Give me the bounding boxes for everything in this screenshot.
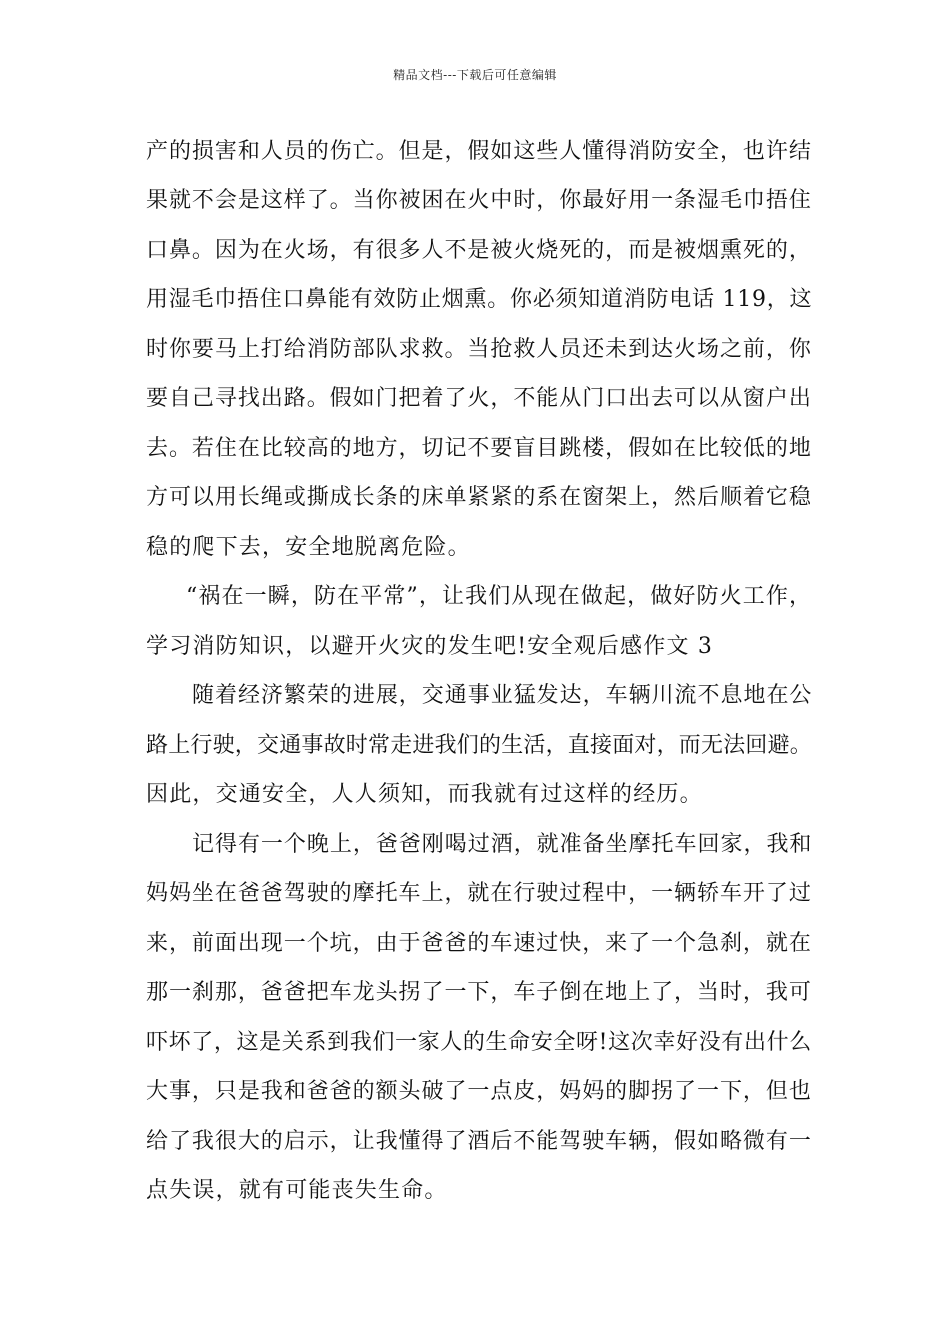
text-line: 大事，只是我和爸爸的额头破了一点皮，妈妈的脚拐了一下，但也 <box>146 1079 812 1104</box>
text-line: 那一刹那，爸爸把车龙头拐了一下，车子倒在地上了，当时，我可 <box>146 980 812 1005</box>
text-line: 方可以用长绳或撕成长条的床单紧紧的系在窗架上，然后顺着它稳 <box>146 485 812 510</box>
text-line: 要自己寻找出路。假如门把着了火，不能从门口出去可以从窗户出 <box>146 386 812 411</box>
text-line: 用湿毛巾捂住口鼻能有效防止烟熏。你必须知道消防电话 119，这 <box>146 287 813 312</box>
text-line: 口鼻。因为在火场，有很多人不是被火烧死的，而是被烟熏死的， <box>146 238 812 263</box>
text-line: 点失误，就有可能丧失生命。 <box>146 1178 448 1203</box>
text-line: 来，前面出现一个坑，由于爸爸的车速过快，来了一个急刹，就在 <box>146 931 812 956</box>
text-line: 产的损害和人员的伤亡。但是，假如这些人懂得消防安全，也许结 <box>146 139 812 164</box>
text-line: 学习消防知识，以避开火灾的发生吧!安全观后感作文 3 <box>146 634 714 659</box>
text-line: 因此，交通安全，人人须知，而我就有过这样的经历。 <box>146 782 703 807</box>
text-line: 时你要马上打给消防部队求救。当抢救人员还未到达火场之前，你 <box>146 337 812 362</box>
text-line: 去。若住在比较高的地方，切记不要盲目跳楼，假如在比较低的地 <box>146 436 812 461</box>
text-line: 吓坏了，这是关系到我们一家人的生命安全呀!这次幸好没有出什么 <box>146 1030 812 1055</box>
paragraph-first-line: 记得有一个晚上，爸爸刚喝过酒，就准备坐摩托车回家，我和 <box>192 832 813 857</box>
paragraph-first-line: “祸在一瞬，防在平常”，让我们从现在做起，做好防火工作， <box>186 584 813 609</box>
text-line: 果就不会是这样了。当你被困在火中时，你最好用一条湿毛巾捂住 <box>146 188 812 213</box>
text-line: 妈妈坐在爸爸驾驶的摩托车上，就在行驶过程中，一辆轿车开了过 <box>146 881 812 906</box>
page-header: 精品文档---下载后可任意编辑 <box>393 68 557 82</box>
paragraph-first-line: 随着经济繁荣的进展，交通事业猛发达，车辆川流不息地在公 <box>192 683 813 708</box>
text-line: 路上行驶，交通事故时常走进我们的生活，直接面对，而无法回避。 <box>146 733 813 758</box>
text-line: 稳的爬下去，安全地脱离危险。 <box>146 535 471 560</box>
text-line: 给了我很大的启示，让我懂得了酒后不能驾驶车辆，假如略微有一 <box>146 1129 812 1154</box>
